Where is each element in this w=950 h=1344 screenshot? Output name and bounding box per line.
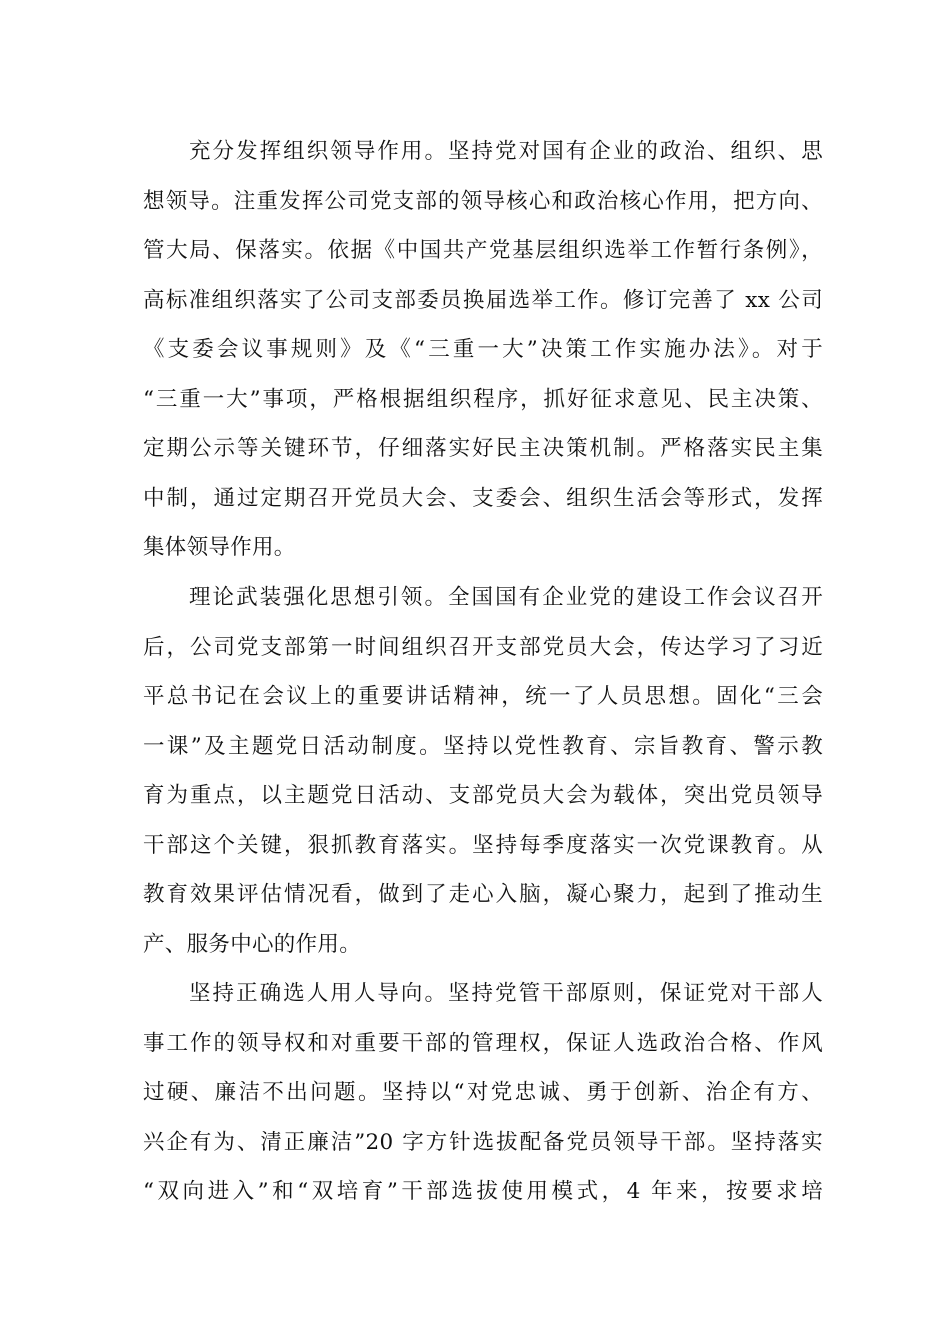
paragraph-2-line-3: 平总书记在会议上的重要讲话精神，统一了人员思想。固化“三会 (143, 684, 823, 709)
paragraph-1-line-8: 中制，通过定期召开党员大会、支委会、组织生活会等形式，发挥 (143, 486, 823, 511)
paragraph-1-line-6: “三重一大”事项，严格根据组织程序，抓好征求意见、民主决策、 (143, 387, 823, 412)
paragraph-2-line-4: 一课”及主题党日活动制度。坚持以党性教育、宗旨教育、警示教 (143, 734, 823, 759)
paragraph-1-line-9: 集体领导作用。 (143, 535, 296, 560)
paragraph-3-line-4: 兴企有为、清正廉洁”20 字方针选拔配备党员领导干部。坚持落实 (143, 1130, 823, 1155)
paragraph-3-line-5: “双向进入”和“双培育”干部选拔使用模式，4 年来，按要求培 (143, 1179, 823, 1204)
paragraph-2-line-2: 后，公司党支部第一时间组织召开支部党员大会，传达学习了习近 (143, 635, 823, 660)
paragraph-2-line-7: 教育效果评估情况看，做到了走心入脑，凝心聚力，起到了推动生 (143, 882, 823, 907)
paragraph-1-line-1: 充分发挥组织领导作用。坚持党对国有企业的政治、组织、思 (189, 139, 823, 164)
paragraph-1-line-2: 想领导。注重发挥公司党支部的领导核心和政治核心作用，把方向、 (143, 189, 823, 214)
paragraph-2-line-5: 育为重点，以主题党日活动、支部党员大会为载体，突出党员领导 (143, 783, 823, 808)
paragraph-3-line-3: 过硬、廉洁不出问题。坚持以“对党忠诚、勇于创新、治企有方、 (143, 1080, 823, 1105)
paragraph-1-line-7: 定期公示等关键环节，仔细落实好民主决策机制。严格落实民主集 (143, 436, 823, 461)
paragraph-2-line-6: 干部这个关键，狠抓教育落实。坚持每季度落实一次党课教育。从 (143, 833, 823, 858)
paragraph-1-line-3: 管大局、保落实。依据《中国共产党基层组织选举工作暂行条例》， (143, 238, 823, 263)
paragraph-2-line-8: 产、服务中心的作用。 (143, 932, 362, 957)
paragraph-1-line-4: 高标准组织落实了公司支部委员换届选举工作。修订完善了 xx 公司 (143, 288, 823, 313)
paragraph-3-line-2: 事工作的领导权和对重要干部的管理权，保证人选政治合格、作风 (143, 1031, 823, 1056)
paragraph-1-line-5: 《支委会议事规则》及《“三重一大”决策工作实施办法》。对于 (143, 337, 823, 362)
paragraph-3-line-1: 坚持正确选人用人导向。坚持党管干部原则，保证党对干部人 (189, 981, 823, 1006)
paragraph-2-line-1: 理论武装强化思想引领。全国国有企业党的建设工作会议召开 (189, 585, 823, 610)
